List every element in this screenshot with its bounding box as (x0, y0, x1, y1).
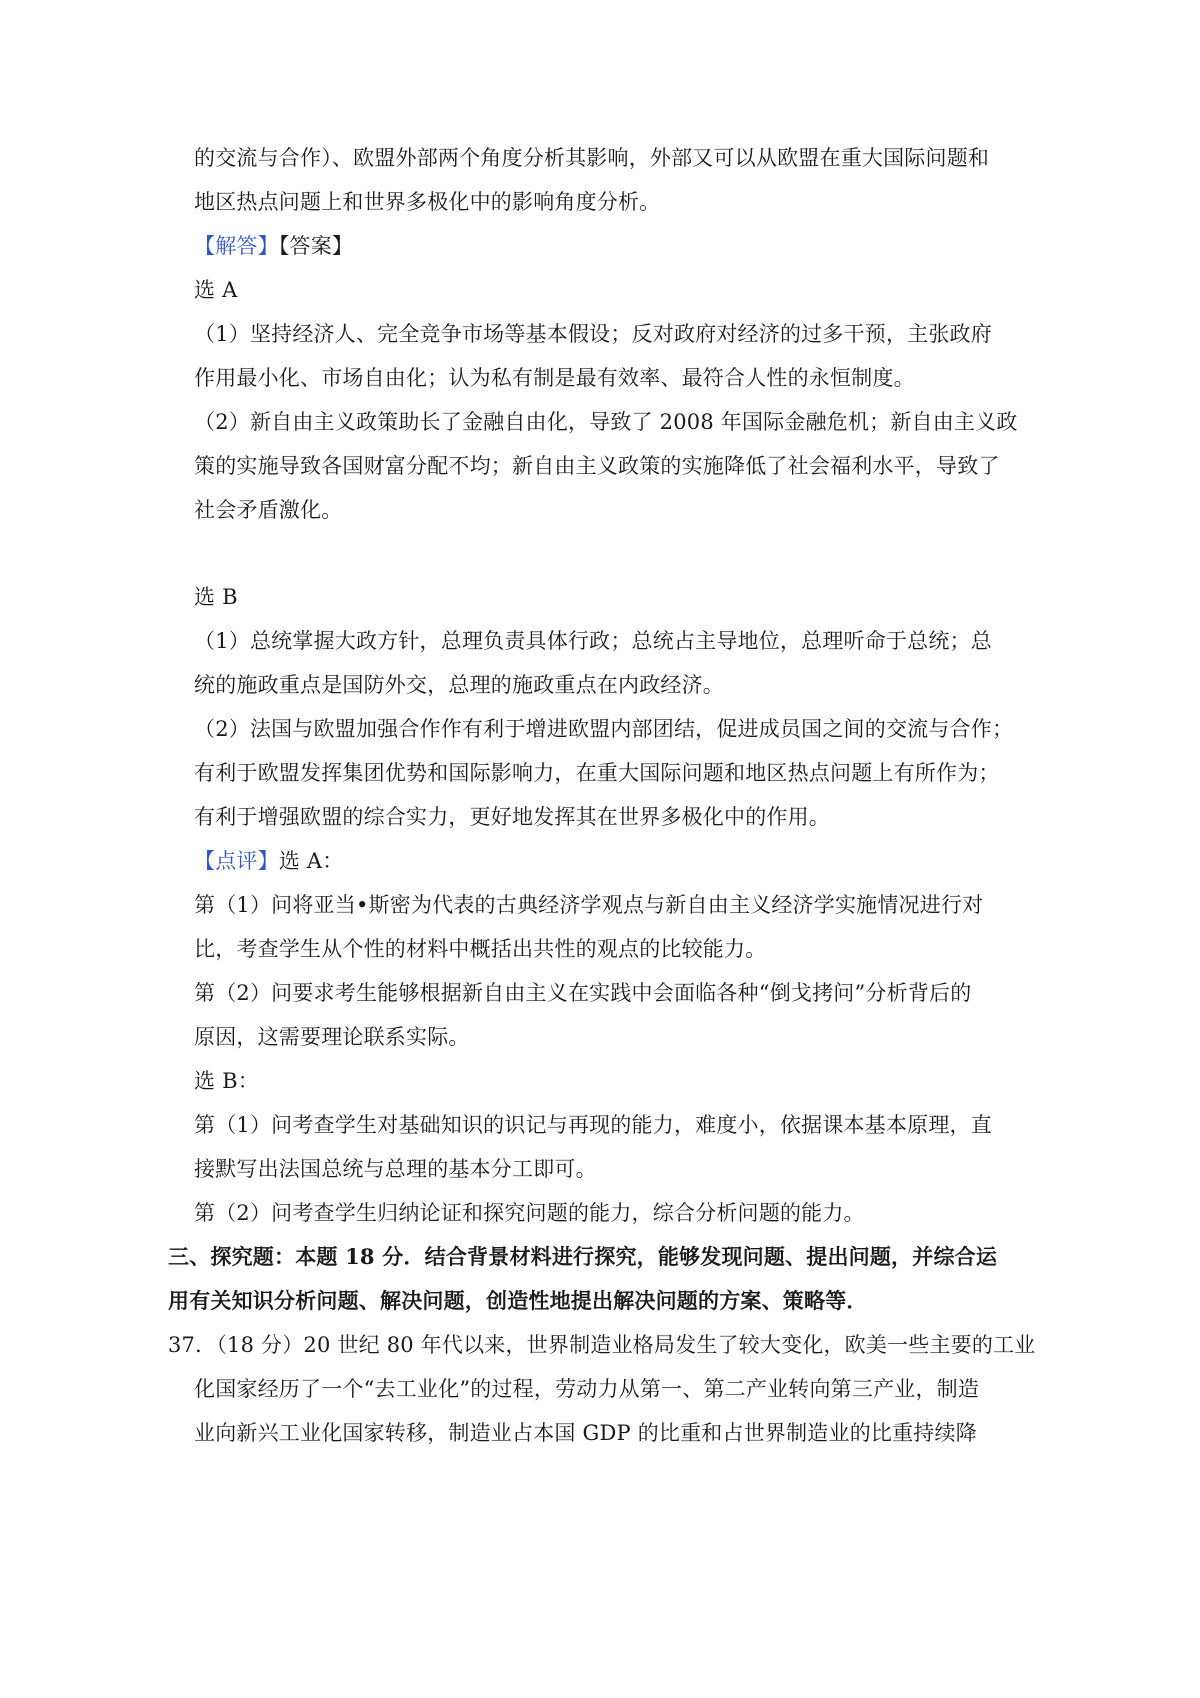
solution-tag: 【解答】 (194, 234, 279, 258)
comment-b-1-line-2: 接默写出法国总统与总理的基本分工即可。 (194, 1157, 597, 1181)
option-b-answer-2-line-1: （2）法国与欧盟加强合作作有利于增进欧盟内部团结，促进成员国之间的交流与合作； (194, 717, 1014, 741)
option-a-answer-1-line-1: （1）坚持经济人、完全竞争市场等基本假设；反对政府对经济的过多干预，主张政府 (194, 322, 992, 346)
option-a-label: 选 A (194, 278, 238, 302)
answer-analysis-line-2: 地区热点问题上和世界多极化中的影响角度分析。 (194, 190, 661, 214)
question-37-line-2: 化国家经历了一个“去工业化”的过程，劳动力从第一、第二产业转向第三产业，制造 (194, 1377, 980, 1401)
option-a-answer-2-line-1: （2）新自由主义政策助长了金融自由化，导致了 2008 年国际金融危机；新自由主义政 (194, 410, 1018, 434)
question-37-line-3: 业向新兴工业化国家转移，制造业占本国 GDP 的比重和占世界制造业的比重持续降 (194, 1421, 977, 1445)
section-three-heading-line-2: 用有关知识分析问题、解决问题，创造性地提出解决问题的方案、策略等． (168, 1288, 868, 1313)
answer-tag: 【答案】 (278, 234, 354, 258)
option-a-answer-2-line-2: 策的实施导致各国财富分配不均；新自由主义政策的实施降低了社会福利水平，导致了 (194, 454, 1000, 478)
comment-a-2-line-2: 原因，这需要理论联系实际。 (194, 1025, 470, 1049)
section-three-heading-line-1: 三、探究题：本题 18 分．结合背景材料进行探究，能够发现问题、提出问题，并综合运 (168, 1244, 998, 1269)
option-b-answer-1-line-2: 统的施政重点是国防外交，总理的施政重点在内政经济。 (194, 673, 724, 697)
comment-option-b: 选 B： (194, 1069, 259, 1093)
comment-a-2-line-1: 第（2）问要求考生能够根据新自由主义在实践中会面临各种“倒戈拷问”分析背后的 (194, 981, 972, 1005)
option-b-answer-2-line-2: 有利于欧盟发挥集团优势和国际影响力，在重大国际问题和地区热点问题上有所作为； (194, 761, 1000, 785)
comment-heading (194, 847, 343, 875)
option-b-answer-2-line-3: 有利于增强欧盟的综合实力，更好地发挥其在世界多极化中的作用。 (194, 805, 830, 829)
comment-a-1-line-2: 比，考查学生从个性的材料中概括出共性的观点的比较能力。 (194, 937, 767, 961)
answer-analysis-line-1: 的交流与合作）、欧盟外部两个角度分析其影响，外部又可以从欧盟在重大国际问题和 (194, 146, 990, 170)
comment-b-2: 第（2）问考查学生归纳论证和探究问题的能力，综合分析问题的能力。 (194, 1201, 865, 1225)
option-b-answer-1-line-1: （1）总统掌握大政方针，总理负责具体行政；总统占主导地位，总理听命于总统；总 (194, 629, 992, 653)
option-b-label: 选 B (194, 585, 238, 609)
question-37-line-1: 37．（18 分）20 世纪 80 年代以来，世界制造业格局发生了较大变化，欧美一些主要的工业 (168, 1333, 1036, 1357)
comment-option-a: 选 A： (278, 849, 344, 873)
comment-tag: 【点评】 (194, 849, 279, 873)
comment-a-1-line-1: 第（1）问将亚当•斯密为代表的古典经济学观点与新自由主义经济学实施情况进行对 (194, 893, 984, 917)
option-a-answer-1-line-2: 作用最小化、市场自由化；认为私有制是最有效率、最符合人性的永恒制度。 (194, 366, 915, 390)
option-a-answer-2-line-3: 社会矛盾激化。 (194, 498, 343, 522)
solution-heading (194, 232, 353, 260)
comment-b-1-line-1: 第（1）问考查学生对基础知识的识记与再现的能力，难度小，依据课本基本原理，直 (194, 1113, 992, 1137)
